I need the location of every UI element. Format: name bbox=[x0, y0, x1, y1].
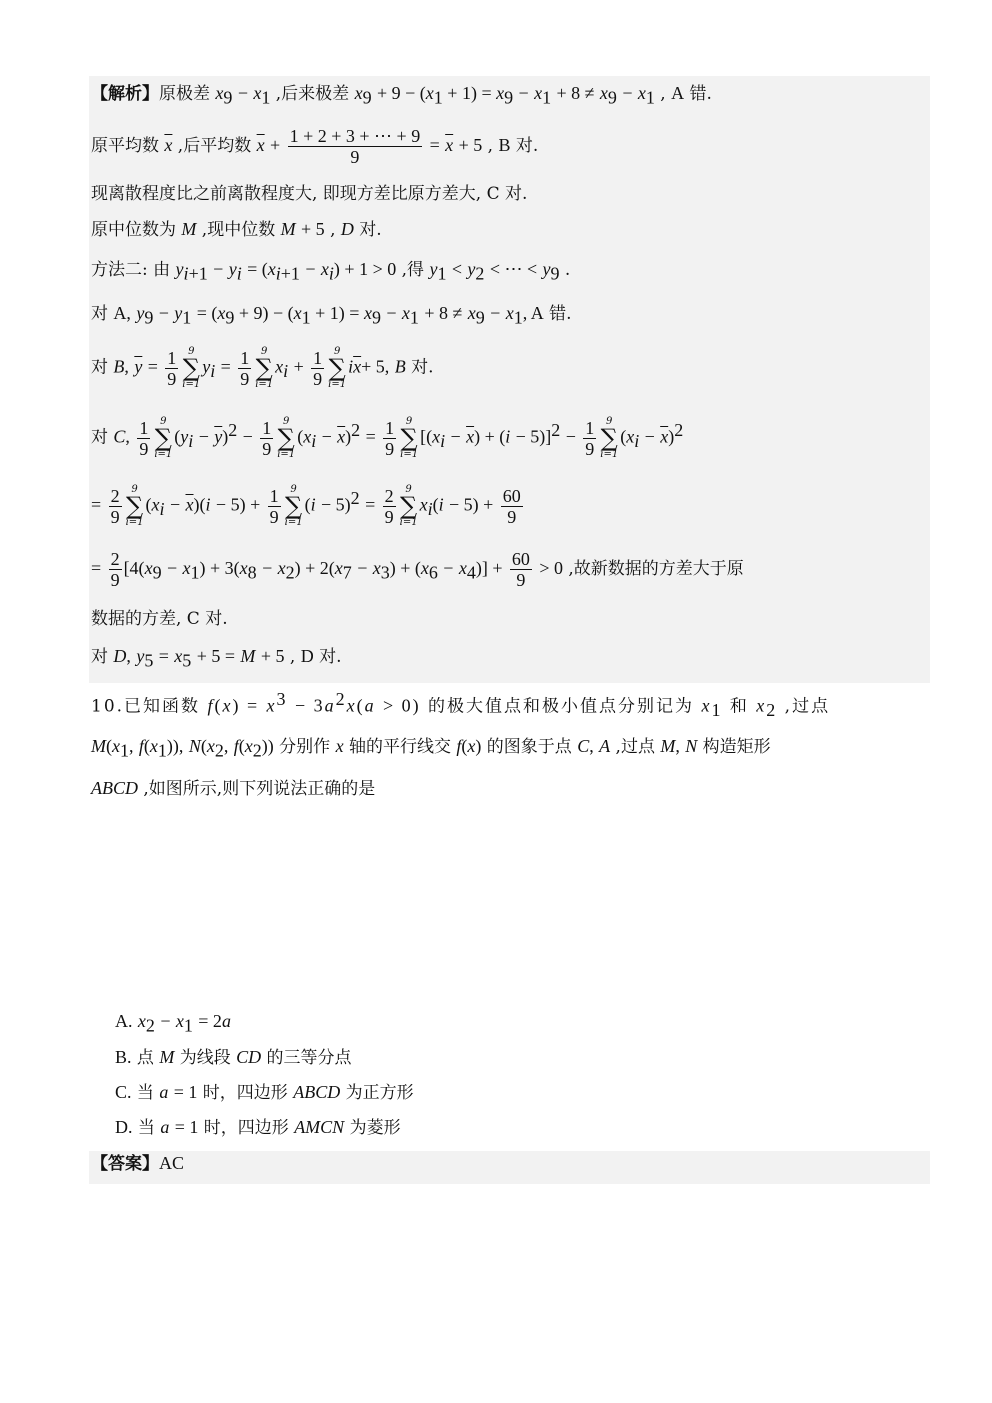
question-line-1: 10.已知函数 $f(x) = x^3 - 3a^2x(a > 0)$ 的极大值点和极小值点分别记为 $x_1$ 和 $x_2$ ,过点 bbox=[91, 689, 831, 721]
analysis-line-8: 对 C, $\frac{1}{9}$ 9 ∑ i=1 $(y_i - \overline{y})^2$ − $\frac{1}{9}$ 9 ∑ i=1 $(x_i - \overline{x})^2$ = $\frac{1}{9}$ 9 ∑ i=1 $[(x_i - \overline{x}) + (i - 5)]^2$ − $\frac{1}{9}$ 9 ∑ i=1 $(x_i - \overline{x})^2$ bbox=[91, 416, 684, 460]
analysis-line-6: 对 A, $y_9 - y_1 = (x_9 + 9) - (x_1 + 1) = x_9 - x_1 + 8 \ne x_9 - x_1$, A 错. bbox=[91, 303, 572, 328]
analysis-line-10: = $\frac{2}{9}$ $[4(x_9 - x_1) + 3(x_8 - x_2) + 2(x_7 - x_3) + (x_6 - x_4)]$ + $\frac{60}{9}$ > 0 ,故新数据的方差大于原 bbox=[91, 549, 744, 590]
option-c: C. 当 a = 1 时，四边形 ABCD 为正方形 bbox=[115, 1082, 414, 1103]
analysis-line-1: 【解析】原极差 $x_9 - x_1$ ,后来极差 $x_9 + 9 - (x_1 + 1) = x_9 - x_1 + 8 \ne x_9 - x_1$ , A 错. bbox=[91, 83, 712, 108]
analysis-line-11: 数据的方差, C 对. bbox=[91, 609, 228, 629]
analysis-line-7: 对 B, $\overline{y}$ = $\frac{1}{9}$ 9 ∑ i=1 $y_i$ = $\frac{1}{9}$ 9 ∑ i=1 $x_i$ + $\frac{1}{9}$ 9 ∑ i=1 $i\overline{x}+ 5$, B 对. bbox=[91, 346, 434, 390]
analysis-line-9: = $\frac{2}{9}$ 9 ∑ i=1 $(x_i - \overline{x})(i - 5)$ + $\frac{1}{9}$ 9 ∑ i=1 $(i - 5)^2$ = $\frac{2}{9}$ 9 ∑ i=1 $x_i(i - 5)$ + $\frac{60}{9}$ bbox=[91, 484, 521, 528]
answer-line bbox=[91, 1152, 184, 1175]
analysis-line-5: 方法二: 由 $y_{i+1} - y_i = (x_{i+1} - x_i) + 1 > 0$ ,得 $y_1 < y_2$ < ⋯ < $y_9$ . bbox=[91, 259, 571, 284]
option-b: B. 点 M 为线段 CD 的三等分点 bbox=[115, 1047, 352, 1068]
question-line-3: ABCD ,如图所示,则下列说法正确的是 bbox=[91, 778, 376, 799]
question-number: 10. bbox=[91, 696, 125, 717]
analysis-line-12: 对 D, $y_5 = x_5 + 5 = M + 5$ , D 对. bbox=[91, 646, 342, 671]
question-line-2: $M(x_1$, $f(x_1)$), $N(x_2$, $f(x_2)$) 分别作 x 轴的平行线交 f(x) 的图象于点 C, A ,过点 M, N 构造矩形 bbox=[91, 736, 771, 761]
answer-background bbox=[89, 1151, 930, 1184]
answer-value: AC bbox=[159, 1153, 185, 1173]
option-a: A. $x_2 - x_1 = 2a$ bbox=[115, 1011, 231, 1036]
analysis-line-4: 原中位数为 M ,现中位数 M + 5 , D 对. bbox=[91, 219, 382, 240]
analysis-line-2: 原平均数 $\overline{x}$ ,后平均数 $\overline{x}$ + $\frac{1 + 2 + 3 + \cdots + 9}{9}$ = $\overline{x} + 5$ , B 对. bbox=[91, 126, 539, 167]
analysis-line-3: 现离散程度比之前离散程度大, 即现方差比原方差大, C 对. bbox=[91, 184, 528, 204]
answer-label: 【答案】 bbox=[91, 1154, 159, 1174]
option-d: D. 当 a = 1 时，四边形 AMCN 为菱形 bbox=[115, 1117, 401, 1138]
